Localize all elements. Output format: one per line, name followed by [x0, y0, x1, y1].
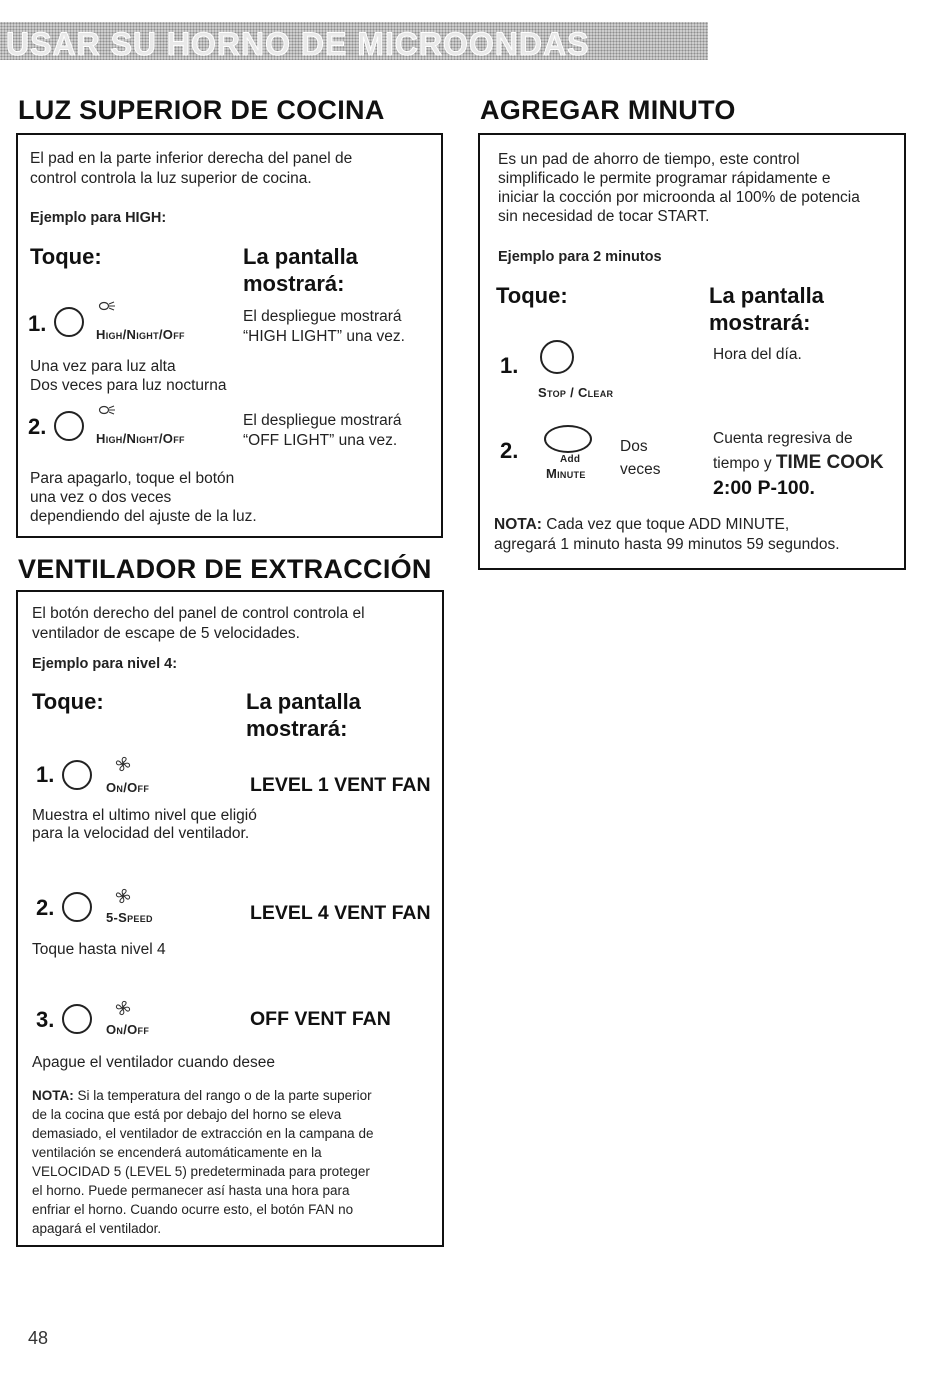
agregar-intro-line-4: sin necesidad de tocar START.: [498, 208, 710, 225]
fan-on-off-button[interactable]: [62, 760, 92, 790]
luz-touch-header: Toque:: [30, 244, 102, 269]
luz-step-1-display-1: El despliegue mostrará: [243, 308, 402, 325]
luz-display-header-1: La pantalla: [243, 244, 358, 269]
agregar-intro-line-3: iniciar la cocción por microonda al 100% de potencia: [498, 189, 860, 206]
ventilador-step-2-number: 2.: [36, 895, 55, 920]
agregar-note-label: NOTA:: [494, 516, 542, 533]
ventilador-step-1-display: LEVEL 1 VENT FAN: [250, 774, 431, 796]
page-number: 48: [28, 1328, 49, 1348]
ventilador-step-3-number: 3.: [36, 1007, 55, 1032]
agregar-step-2-display-2-bold: TIME COOK: [775, 452, 884, 473]
ventilador-step-1-number: 1.: [36, 762, 55, 787]
ventilador-example: Ejemplo para nivel 4:: [32, 656, 178, 672]
ventilador-note-line-7: enfriar el horno. Cuando ocurre esto, el botón FAN no: [32, 1202, 354, 1217]
agregar-step-2-times-1: Dos: [620, 438, 648, 455]
agregar-step-1-display: Hora del día.: [713, 346, 802, 363]
light-bulb-icon: [98, 301, 116, 311]
light-bulb-icon: [98, 405, 116, 415]
ventilador-touch-header: Toque:: [32, 689, 104, 714]
luz-step-2-display-1: El despliegue mostrará: [243, 412, 402, 429]
stop-clear-button[interactable]: [540, 340, 574, 374]
ventilador-note-line-8: apagará el ventilador.: [32, 1221, 162, 1236]
ventilador-note-line-2: de la cocina que está por debajo del horno se eleva: [32, 1107, 342, 1122]
luz-step-2-key-label: High/Night/Off: [96, 431, 185, 446]
light-key-button[interactable]: [54, 411, 84, 441]
ventilador-step-1-note-1: Muestra el ultimo nivel que eligió: [32, 807, 257, 824]
ventilador-section-title: VENTILADOR DE EXTRACCIÓN: [18, 554, 432, 584]
agregar-step-1-number: 1.: [500, 353, 519, 378]
ventilador-note-line-5: VELOCIDAD 5 (LEVEL 5) predeterminada para proteger: [32, 1164, 370, 1179]
agregar-section-box: [478, 133, 906, 570]
agregar-example: Ejemplo para 2 minutos: [498, 249, 662, 265]
ventilador-note-line-6: el horno. Puede permanecer así hasta una hora para: [32, 1183, 350, 1198]
luz-step-1-number: 1.: [28, 311, 47, 336]
ventilador-intro-line-2: ventilador de escape de 5 velocidades.: [32, 625, 300, 642]
luz-display-header-2: mostrará:: [243, 271, 345, 296]
agregar-section-title: AGREGAR MINUTO: [480, 95, 736, 125]
ventilador-step-2-display: LEVEL 4 VENT FAN: [250, 902, 431, 924]
luz-step-1-note-1: Una vez para luz alta: [30, 358, 176, 375]
agregar-touch-header: Toque:: [496, 283, 568, 308]
luz-intro-line-2: control controla la luz superior de cocina.: [30, 170, 312, 187]
agregar-display-header-2: mostrará:: [709, 310, 811, 335]
fan-icon: [115, 1000, 131, 1016]
ventilador-step-1-note-2: para la velocidad del ventilador.: [32, 825, 250, 842]
agregar-note-line-2: agregará 1 minuto hasta 99 minutos 59 segundos.: [494, 536, 840, 553]
luz-footer-1: Para apagarlo, toque el botón: [30, 470, 235, 487]
ventilador-step-3-key-label: On/Off: [106, 1022, 150, 1037]
luz-footer-2: una vez o dos veces: [30, 489, 172, 506]
luz-step-2-display-2: “OFF LIGHT” una vez.: [243, 432, 398, 449]
fan-icon: [115, 888, 131, 904]
agregar-note: [494, 515, 789, 534]
ventilador-note-line-1: [32, 1086, 372, 1106]
fan-icon: [115, 756, 131, 772]
luz-step-1-note-2: Dos veces para luz nocturna: [30, 377, 227, 394]
add-minute-key-label-bottom: Minute: [546, 466, 586, 481]
luz-section-title: LUZ SUPERIOR DE COCINA: [18, 95, 385, 125]
ventilador-step-2-key-label: 5-Speed: [106, 910, 153, 925]
luz-step-2-number: 2.: [28, 414, 47, 439]
banner-title: USAR SU HORNO DE MICROONDAS: [6, 26, 590, 60]
agregar-step-2-display-3: 2:00 P-100.: [713, 477, 815, 499]
agregar-step-2-number: 2.: [500, 438, 519, 463]
luz-footer-3: dependiendo del ajuste de la luz.: [30, 508, 257, 525]
fan-on-off-button[interactable]: [62, 1004, 92, 1034]
agregar-note-text: Cada vez que toque ADD MINUTE,: [541, 516, 790, 533]
agregar-display-header-1: La pantalla: [709, 283, 824, 308]
ventilador-intro-line-1: El botón derecho del panel de control controla el: [32, 605, 365, 622]
agregar-step-2-display-2-prefix: tiempo y: [713, 455, 776, 472]
ventilador-note-line-4: ventilación se encenderá automáticamente en la: [32, 1145, 322, 1160]
fan-speed-button[interactable]: [62, 892, 92, 922]
header-banner: [0, 22, 708, 60]
agregar-intro-line-2: simplificado le permite programar rápidamente e: [498, 170, 831, 187]
ventilador-step-3-note: Apague el ventilador cuando desee: [32, 1054, 276, 1071]
ventilador-note-line-3: demasiado, el ventilador de extracción en la campana de: [32, 1126, 374, 1141]
luz-intro-line-1: El pad en la parte inferior derecha del panel de: [30, 150, 353, 167]
ventilador-step-2-note: Toque hasta nivel 4: [32, 941, 166, 958]
stop-clear-key-label: Stop / Clear: [538, 385, 614, 400]
light-key-button[interactable]: [54, 307, 84, 337]
agregar-step-2-display-2: [713, 453, 884, 473]
add-minute-button[interactable]: [544, 425, 592, 453]
luz-example: Ejemplo para HIGH:: [30, 210, 167, 226]
ventilador-section-box: [16, 590, 444, 1247]
agregar-step-2-display-1: Cuenta regresiva de: [713, 430, 853, 447]
ventilador-step-1-key-label: On/Off: [106, 780, 150, 795]
ventilador-display-header-1: La pantalla: [246, 689, 361, 714]
luz-step-1-key-label: High/Night/Off: [96, 327, 185, 342]
luz-step-1-display-2: “HIGH LIGHT” una vez.: [243, 328, 405, 345]
agregar-step-2-times-2: veces: [620, 461, 661, 478]
ventilador-display-header-2: mostrará:: [246, 716, 348, 741]
luz-section-box: [16, 133, 443, 538]
agregar-intro-line-1: Es un pad de ahorro de tiempo, este control: [498, 151, 800, 168]
ventilador-step-3-display: OFF VENT FAN: [250, 1008, 391, 1030]
ventilador-note-text-1: Si la temperatura del rango o de la parte superior: [73, 1088, 372, 1103]
ventilador-note-label: NOTA:: [32, 1088, 74, 1103]
add-minute-key-label-top: Add: [560, 454, 581, 465]
